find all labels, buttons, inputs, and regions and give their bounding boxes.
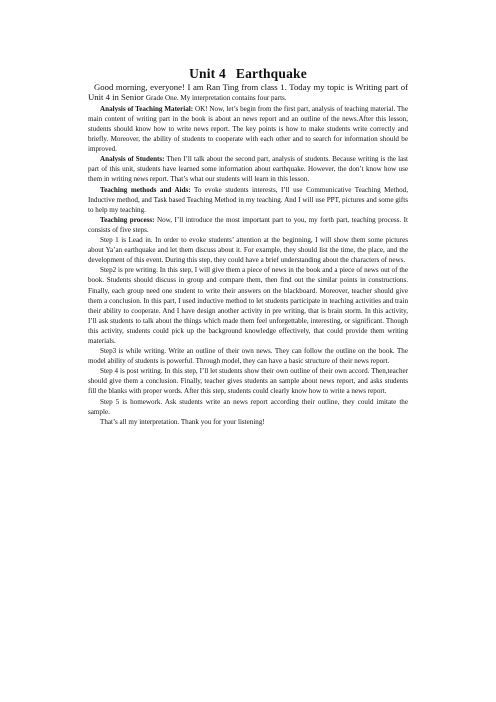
methods-text: To evoke students interests, I’ll use Communicative Teaching Method, Inductive method, and Task based Teaching Method in my teaching. And I will use PPT, pictures and some gifts to help my teaching.: [88, 185, 408, 214]
methods-heading: Teaching methods and Aids:: [100, 185, 191, 194]
step-4-paragraph: Step 4 is post writing. In this step, I’ll let students show their own outline of their own accord. Then,teacher should give them a conclusion. Finally, teacher gives students an sample about news report, and asks students fill the blanks with proper words. After this step, students could clearly know how to write a news report.: [88, 367, 408, 396]
intro-main: Good morning, everyone! I am Ran Ting from class 1. Today my topic is Writing part of Unit 4 in Senior: [88, 82, 408, 103]
step-3-paragraph: Step3 is while writing. Write an outline of their own news. They can follow the outline on the book. The model ability of students is powerful. Through model, they can have a basic structure of their news report.: [88, 347, 408, 366]
process-text: Now, I’ll introduce the most important part to you, my forth part, teaching process. It consists of five steps.: [88, 215, 408, 234]
step-5-paragraph: Step 5 is homework. Ask students write an news report according their outline, they could imitate the sample.: [88, 397, 408, 416]
intro-paragraph: [88, 82, 408, 104]
step-2-paragraph: Step2 is pre writing. In this step, I will give them a piece of news in the book and a piece of news out of the book. Students should discuss in group and compare them, then find out the similar points in constructions. Finally, each group need one student to write their answers on the blackboard. Moreover, teacher should give them a conclusion. In this part, I used inductive method to let students participate in teaching activities and train their ability to cooperate. And I have design another activity in pre writing, that is brain storm. In this activity, I’ll ask students to talk about the things which made them feel unforgettable, interesting, or significant. Though this activity, students could pick up the background knowledge effectively, that could provide them writing materials.: [88, 266, 408, 345]
document-body: [88, 82, 408, 427]
step-1-paragraph: Step 1 is Lead in. In order to evoke students’ attention at the beginning, I will show them some pictures about Ya’an earthquake and let them discuss about it. For example, they should list the time, the place, and the development of this event. During this step, they could have a brief understanding about the characters of news.: [88, 236, 408, 265]
title-topic: Earthquake: [235, 66, 307, 81]
process-paragraph: [88, 215, 408, 235]
students-paragraph: [88, 154, 408, 184]
students-text: Then I’ll talk about the second part, analysis of students. Because writing is the last part of this unit, students have learned some information about earthquake. However, the don’t know how use them in writing news report. That’s what our students will learn in this lesson.: [88, 155, 408, 184]
material-text: OK! Now, let’s begin from the first part, analysis of teaching material. The main content of writing part in the book is about an news report and an outline of the news.After this lesson, students should know how to write news report. The key points is how to make students write correctly and briefly. Moreover, the ability of students to cooperate with each other and to search for information should be improved.: [88, 104, 408, 154]
methods-paragraph: [88, 185, 408, 215]
material-heading: Analysis of Teaching Material:: [100, 104, 194, 113]
page-title: [0, 66, 496, 82]
material-paragraph: [88, 104, 408, 154]
title-unit: Unit 4: [189, 66, 226, 81]
intro-small: Grade One. My interpretation contains four parts.: [145, 94, 287, 103]
closing-paragraph: That’s all my interpretation. Thank you for your listening!: [100, 417, 265, 426]
students-heading: Analysis of Students:: [100, 155, 165, 164]
process-heading: Teaching process:: [100, 215, 155, 224]
